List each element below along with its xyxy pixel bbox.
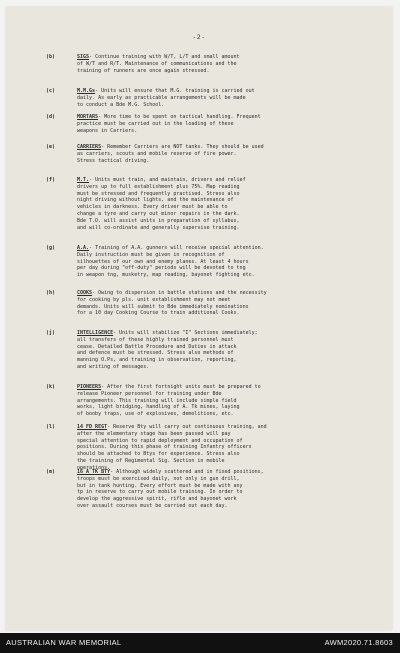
item-line: arrangements. This training will include simple field	[77, 397, 237, 404]
item-line: weapons in Carriers.	[77, 127, 138, 134]
item-ref: (d)	[46, 114, 56, 120]
item-line: for a 10 day Cooking Course to train additional Cooks.	[77, 310, 240, 317]
item-ref: (h)	[46, 290, 56, 296]
item-ref: (c)	[46, 88, 56, 94]
item-line: to conduct a Bde M.G. School.	[77, 101, 165, 108]
item-line: vehicles in darkness. Every driver must be able to	[77, 204, 228, 211]
item-heading: SIGS	[77, 54, 90, 60]
item-line	[46, 424, 376, 431]
item-text: - Training of A.A. gunners will receive special attention.	[89, 245, 264, 251]
item-text: - Remember Carriers are NOT tanks. They should be used	[101, 144, 264, 150]
item-line: must be stressed and frequently practised. Stress also	[77, 190, 240, 197]
item-heading: 16 A TK BTY	[77, 469, 111, 475]
training-item	[46, 88, 376, 108]
item-line: in weapon tng, musketry, map reading, bayonet fighting etc.	[77, 272, 255, 279]
item-line	[46, 177, 376, 184]
item-ref: (j)	[46, 330, 56, 336]
item-line	[46, 114, 376, 121]
item-ref: (l)	[46, 424, 56, 430]
item-line: of W/T and R/T. Maintenance of communications and the	[77, 60, 237, 67]
item-heading: INTELLIGENCE	[77, 330, 114, 336]
training-item	[46, 54, 376, 74]
document-page	[6, 7, 392, 630]
item-line: works, light bridging, handling of A. Tk mines, laying	[77, 404, 240, 411]
item-heading: 14 FD REGT	[77, 424, 108, 430]
page-number: -2-	[192, 33, 206, 41]
item-line	[46, 144, 376, 151]
item-ref: (e)	[46, 144, 56, 150]
footer-accession-number: AWM2020.71.8603	[324, 638, 393, 647]
item-line: per day during "off-duty" periods will be devoted to tng	[77, 265, 246, 272]
item-line: drivers up to full establishment plus 75%. Map reading	[77, 183, 240, 190]
item-line: Bde T.O. will assist units in preparation of syllabus,	[77, 217, 240, 224]
training-item	[46, 114, 376, 134]
item-line: cease. Detailed Battle Procedure and Duties in attack	[77, 343, 237, 350]
item-ref: (m)	[46, 469, 56, 475]
item-line: for cooking by pls. unit establishment may not meet	[77, 296, 231, 303]
item-line: as carriers, scouts and mobile reserve of fire power.	[77, 150, 237, 157]
item-line	[46, 290, 376, 297]
item-line: all transfers of these highly trained personnel must	[77, 336, 234, 343]
item-heading: A.A.	[77, 245, 90, 251]
item-line: and defence must be stressed. Stress also methods of	[77, 350, 234, 357]
item-line: operations.	[77, 464, 111, 471]
item-heading: PIONEERS	[77, 384, 102, 390]
item-line: troops must be exercised daily, not only in gun drill,	[77, 475, 240, 482]
training-item	[46, 177, 376, 231]
item-ref: (k)	[46, 384, 56, 390]
item-line: the training of Regimental Sig. Section in mobile	[77, 457, 225, 464]
item-text: - Units must train, and maintain, drivers and relief	[89, 177, 246, 183]
item-text: - After the first fortnight units must be prepared to	[101, 384, 261, 390]
training-item	[46, 290, 376, 317]
item-text: - Units will stabilize "I" Sections immediately;	[113, 330, 258, 336]
item-line: develop the aggressive spirit, rifle and bayonet work	[77, 496, 237, 503]
item-ref: (g)	[46, 245, 56, 251]
item-line: over assault courses must be carried out each day.	[77, 502, 228, 509]
item-ref: (b)	[46, 54, 56, 60]
item-line	[46, 469, 376, 476]
item-line: Stress tactical driving.	[77, 157, 150, 164]
item-heading: COOKS	[77, 290, 93, 296]
footer-bar	[0, 633, 400, 653]
item-line: of booby traps, use of explosives, demolitions, etc.	[77, 411, 234, 418]
item-line: practice must be carried out in the loading of these	[77, 120, 234, 127]
item-line: after the elementary stage has been passed will pay	[77, 430, 231, 437]
item-line: daily. As early as practicable arrangements will be made	[77, 94, 246, 101]
training-item	[46, 469, 376, 510]
training-item	[46, 384, 376, 418]
training-item	[46, 245, 376, 279]
item-line: Daily instruction must be given in recognition of	[77, 251, 225, 258]
item-line: and writing of messages.	[77, 363, 150, 370]
item-heading: M.T.	[77, 177, 90, 183]
item-line	[46, 245, 376, 252]
training-item	[46, 144, 376, 164]
item-line: special attention to rapid deployment and occupation of	[77, 437, 243, 444]
item-line: silhouettes of our own and enemy planes. At least 4 hours	[77, 258, 249, 265]
item-text: - Reserve Bty will carry out continuous training, and	[107, 424, 267, 430]
item-line: night driving without lights, and the maintenance of	[77, 197, 234, 204]
training-item	[46, 424, 376, 472]
item-heading: MORTARS	[77, 114, 99, 120]
item-line: manning O.Ps, and training in observation, reporting,	[77, 357, 237, 364]
item-ref: (f)	[46, 177, 56, 183]
item-line: tp in reserve to carry out mobile training. In order to	[77, 489, 243, 496]
item-line: positions. During this phase of training Infantry officers	[77, 444, 252, 451]
item-line	[46, 330, 376, 337]
item-text: - Although widely scattered and in fixed positions,	[110, 469, 264, 475]
footer-source: AUSTRALIAN WAR MEMORIAL	[6, 638, 122, 647]
item-text: - Units will ensure that M.G. training is carried out	[95, 88, 255, 94]
item-line	[46, 54, 376, 61]
item-line: change a tyre and carry out minor repairs in the dark.	[77, 210, 240, 217]
item-line	[46, 384, 376, 391]
item-heading: CARRIERS	[77, 144, 102, 150]
item-text: - More time to be spent on tactical handling. Frequent	[98, 114, 261, 120]
item-line: but in tank hunting. Every effort must be made with any	[77, 482, 243, 489]
item-line: training of runners are once again stressed.	[77, 67, 210, 74]
item-text: - Continue training with W/T, L/T and small amount	[89, 54, 240, 60]
item-line: should be attached to Btys for experience. Stress also	[77, 451, 240, 458]
item-line: and will co-ordinate and generally supervise training.	[77, 224, 240, 231]
item-heading: M.M.Gs	[77, 88, 96, 94]
item-line: release Pioneer personnel for training under Bde	[77, 390, 222, 397]
training-item	[46, 330, 376, 371]
item-text: - Owing to dispersion in battle stations and the necessity	[92, 290, 267, 296]
item-line: demands. Units will submit to Bde immediately nominations	[77, 303, 249, 310]
item-line	[46, 88, 376, 95]
